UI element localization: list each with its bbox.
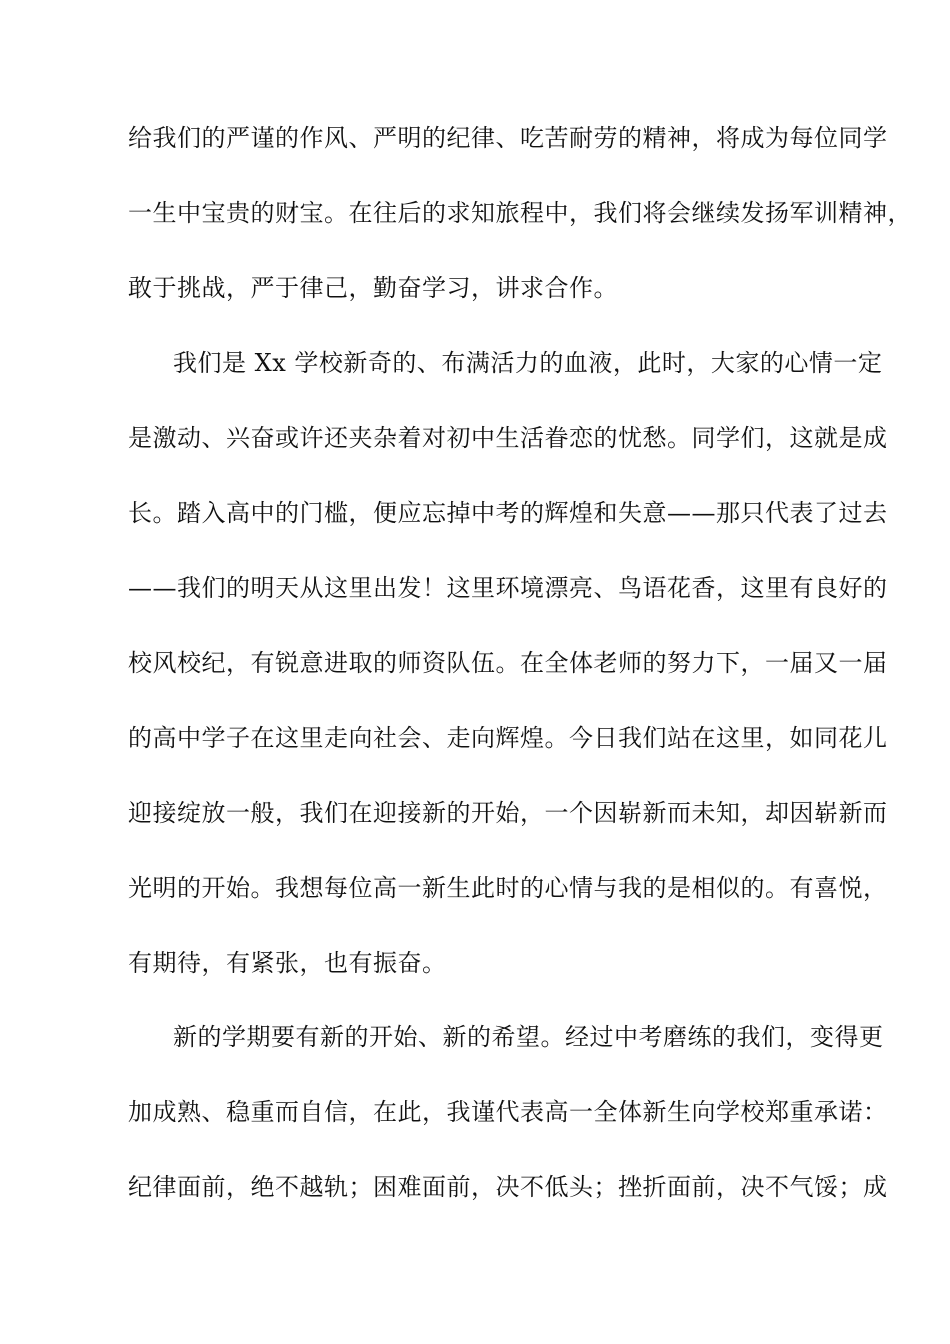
text-line-9: 的高中学子在这里走向社会、走向辉煌。今日我们站在这里，如同花儿 bbox=[128, 724, 888, 752]
text-line-5: 是激动、兴奋或许还夹杂着对初中生活眷恋的忧愁。同学们，这就是成 bbox=[128, 424, 888, 452]
text-line-2: 一生中宝贵的财宝。在往后的求知旅程中，我们将会继续发扬军训精神， bbox=[128, 199, 912, 227]
text-line-8: 校风校纪，有锐意进取的师资队伍。在全体老师的努力下，一届又一届 bbox=[128, 649, 888, 677]
text-line-7: ——我们的明天从这里出发！这里环境漂亮、鸟语花香，这里有良好的 bbox=[128, 574, 888, 602]
text-line-14: 加成熟、稳重而自信，在此，我谨代表高一全体新生向学校郑重承诺： bbox=[128, 1098, 888, 1126]
text-line-3: 敢于挑战，严于律己，勤奋学习，讲求合作。 bbox=[128, 274, 618, 302]
text-line-1: 给我们的严谨的作风、严明的纪律、吃苦耐劳的精神，将成为每位同学 bbox=[128, 124, 888, 152]
text-line-11: 光明的开始。我想每位高一新生此时的心情与我的是相似的。有喜悦， bbox=[128, 874, 888, 902]
text-line-15: 纪律面前，绝不越轨；困难面前，决不低头；挫折面前，决不气馁；成 bbox=[128, 1173, 888, 1201]
text-line-6: 长。踏入高中的门槛，便应忘掉中考的辉煌和失意——那只代表了过去 bbox=[128, 499, 888, 527]
text-line-13: 新的学期要有新的开始、新的希望。经过中考磨练的我们，变得更 bbox=[173, 1023, 884, 1051]
text-line-12: 有期待，有紧张，也有振奋。 bbox=[128, 949, 447, 977]
text-line-4: 我们是 Xx 学校新奇的、布满活力的血液，此时，大家的心情一定 bbox=[173, 349, 883, 377]
text-line-10: 迎接绽放一般，我们在迎接新的开始，一个因崭新而未知，却因崭新而 bbox=[128, 799, 888, 827]
